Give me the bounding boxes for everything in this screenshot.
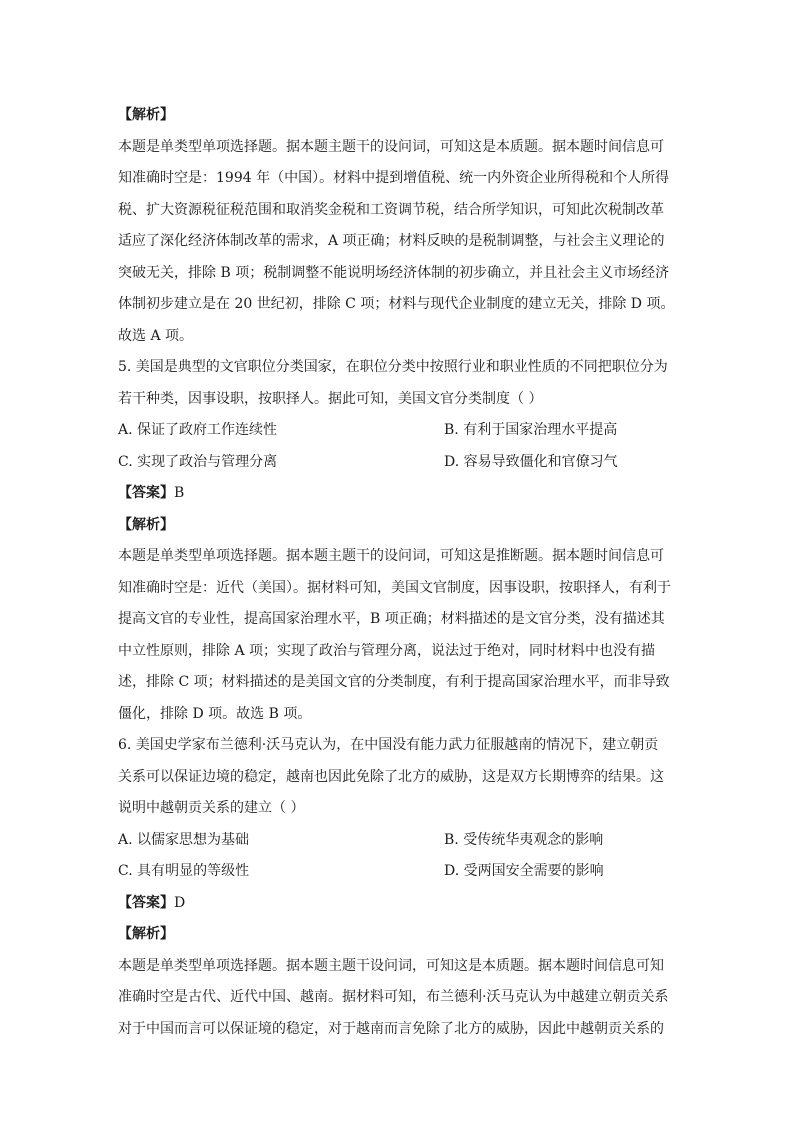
question-5-option-d: D. 容易导致僵化和官僚习气 xyxy=(444,453,618,470)
question-5-stem: 5. 美国是典型的文官职位分类国家，在职位分类中按照行业和职业性质的不同把职位分为 xyxy=(118,359,668,375)
question-6-stem: 6. 美国史学家布兰德利·沃马克认为，在中国没有能力武力征服越南的情况下，建立朝贡 xyxy=(118,737,659,753)
analysis-line: 本题是单类型单项选择题。据本题主题干的设问词，可知这是推断题。据本题时间信息可 xyxy=(118,548,664,564)
analysis-line: 知准确时空是：1994 年（中国）。材料中提到增值税、统一内外资企业所得税和个人所得 xyxy=(118,170,670,186)
question-5-stem: 若干种类，因事设职，按职择人。据此可知，美国文官分类制度（ ） xyxy=(118,390,543,407)
analysis-line: 本题是单类型单项选择题。据本题主题干设问词，可知这是本质题。据本题时间信息可知 xyxy=(118,957,664,974)
analysis-line: 体制初步建立是在 20 世纪初，排除 C 项；材料与现代企业制度的建立无关，排除 D 项。 xyxy=(118,296,675,312)
question-6-options-row-1 xyxy=(118,825,674,857)
question-6-option-c: C. 具有明显的等级性 xyxy=(118,863,250,879)
question-6-option-a: A. 以儒家思想为基础 xyxy=(118,831,250,848)
question-6-answer xyxy=(118,888,674,920)
analysis-line: 僵化，排除 D 项。故选 B 项。 xyxy=(118,705,312,722)
analysis-line: 准确时空是古代、近代中国、越南。据材料可知，布兰德利·沃马克认为中越建立朝贡关系 xyxy=(118,989,669,1005)
analysis-line: 提高文官的专业性，提高国家治理水平，B 项正确；材料描述的是文官分类，没有描述其 xyxy=(118,611,665,627)
analysis-line: 述，排除 C 项；材料描述的是美国文官的分类制度，有利于提高国家治理水平，而非导致 xyxy=(118,674,670,690)
analysis-line: 对于中国而言可以保证境的稳定，对于越南而言免除了北方的威胁，因此中越朝贡关系的 xyxy=(118,1020,664,1037)
analysis-line: 适应了深化经济体制改革的需求，A 项正确；材料反映的是税制调整，与社会主义理论的 xyxy=(118,233,665,249)
question-6-option-b: B. 受传统华夷观念的影响 xyxy=(444,831,604,848)
page-content xyxy=(118,100,674,1045)
analysis-line: 突破无关，排除 B 项；税制调整不能说明场经济体制的初步确立，并且社会主义市场经济 xyxy=(118,264,670,281)
answer-value: B xyxy=(174,485,185,501)
analysis-line: 知准确时空是：近代（美国）。据材料可知，美国文官制度，因事设职，按职择人，有利于 xyxy=(118,579,671,596)
analysis-line: 故选 A 项。 xyxy=(118,327,194,344)
question-6-option-d: D. 受两国安全需要的影响 xyxy=(444,863,604,879)
question-5-options-row-2 xyxy=(118,447,674,479)
question-6-stem: 关系可以保证边境的稳定，越南也因此免除了北方的威胁，这是双方长期博弈的结果。这 xyxy=(118,768,664,785)
question-5-option-b: B. 有利于国家治理水平提高 xyxy=(444,422,618,438)
question-6-stem: 说明中越朝贡关系的建立（ ） xyxy=(118,800,305,816)
analysis-heading: 【解析】 xyxy=(118,516,174,533)
analysis-line: 本题是单类型单项选择题。据本题主题干的设问词，可知这是本质题。据本题时间信息可 xyxy=(118,138,664,155)
answer-heading: 【答案】 xyxy=(118,894,174,911)
analysis-heading: 【解析】 xyxy=(118,926,174,942)
question-6-options-row-2 xyxy=(118,856,674,888)
answer-value: D xyxy=(174,894,186,911)
analysis-line: 税、扩大资源税征税范围和取消奖金税和工资调节税，结合所学知识，可知此次税制改革 xyxy=(118,201,664,218)
answer-heading: 【答案】 xyxy=(118,485,174,501)
question-5-option-a: A. 保证了政府工作连续性 xyxy=(118,422,278,438)
analysis-line: 中立性原则，排除 A 项；实现了政治与管理分离，说法过于绝对，同时材料中也没有描 xyxy=(118,642,656,659)
question-5-option-c: C. 实现了政治与管理分离 xyxy=(118,453,278,470)
question-5-options-row-1 xyxy=(118,415,674,447)
analysis-heading: 【解析】 xyxy=(118,107,174,123)
question-5-answer xyxy=(118,478,674,510)
